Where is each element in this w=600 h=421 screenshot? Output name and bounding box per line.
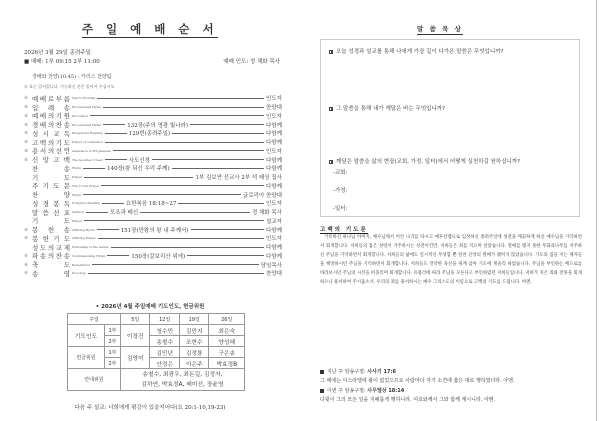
order-item-english: Call to Worship bbox=[72, 96, 96, 101]
leader-line bbox=[86, 212, 108, 213]
prayer-label: 기도인도 bbox=[68, 325, 105, 347]
order-item-name: 봉 헌 기 도 bbox=[32, 234, 70, 243]
checkbox-icon bbox=[329, 50, 333, 54]
standing-mark-icon: ※ bbox=[24, 226, 29, 233]
question-1: 오늘 성경과 설교를 통해 나에게 가장 깊이 다가온 말씀은 무엇입니까? bbox=[329, 47, 503, 55]
leader-line bbox=[178, 203, 264, 204]
service-leader: 예배 인도: 정 채화 목사 bbox=[223, 59, 280, 65]
table-cell: 안정은 bbox=[150, 358, 180, 369]
order-item bbox=[24, 199, 282, 208]
order-item bbox=[24, 112, 282, 121]
order-item-detail: 1부 김보연 선교사 2부 석 태상 집사 bbox=[195, 175, 282, 182]
order-item-person: 인도자 bbox=[266, 236, 282, 243]
field-home[interactable]: -가정: bbox=[333, 188, 348, 194]
order-item-english: Fellowship of the Saints bbox=[72, 245, 109, 250]
standing-mark-icon: ※ bbox=[24, 270, 29, 277]
usher-names-line: 송철수, 최광우, 최돈길, 김정자, bbox=[142, 371, 223, 378]
confession-text: 거룩하신 하나님 아버지, 예수님께서 어린 나귀를 타시고 예루살렘으로 입성하신 종려주일에 성전을 깨끗하게 하신 예수님을 기억하면서 회개합니다. 저희들의 몸은 성령이 거주하시는 성전이건만, 저희들은 죄를 지으며 살았습니다. 열매를 맺지 못한 무화과나무를 저주하신 주님을 기억하면서 회개합니다. 저희들의 삶에도 일시적인 무성함 뿐 알찬 신앙의 열매가 맺히지 않았습니다. 기도의 집을 지는 제자들을 책망하시던 주님을 기억하면서 회개합니다. 저희들도 연약한 육신을 핑계 삼아 기도에 게을리 하였습니다. 주님을 부인하는 베드로를 바라보시던 주님의 시선을 떠올리며 회개합니다. 유불리에 따라 주님을 모른다고 부인하였던 저희들입니다. 저희가 지은 죄와 잘못을 회개하오니 용서하여 주시옵소서. 우리의 죄를 용서하시는 예수 그리스도의 이름으로 고백의 기도를 드립니다. 아멘. bbox=[320, 235, 582, 286]
order-item-detail: 151장(만왕의 왕 내 주께서) bbox=[120, 227, 189, 234]
service-2-label: 2부 bbox=[104, 336, 120, 347]
order-item-detail: 132장(주의 영광 빛나라) bbox=[127, 122, 189, 129]
table-cell: 김영미 bbox=[120, 347, 150, 369]
standing-mark-icon: ※ bbox=[24, 104, 29, 111]
order-item-person: 찬양대 bbox=[266, 271, 282, 278]
table-cell: 청수민 bbox=[150, 325, 180, 336]
last-week-verse-label: 지난 주 암송구절: 사사기 17:6 bbox=[320, 368, 396, 375]
last-week-verse-text: 그 때에는 이스라엘에 왕이 없었으므로 사람마다 자기 소견에 옳은 대로 행하였더라. 아멘. bbox=[320, 378, 515, 384]
order-item-english: Offering Hymn bbox=[72, 227, 95, 232]
leader-line bbox=[111, 247, 265, 248]
leader-line bbox=[90, 115, 264, 116]
standing-mark-icon: ※ bbox=[24, 235, 29, 242]
order-item-person: 담임목사 bbox=[260, 262, 282, 269]
leader-line bbox=[98, 238, 264, 239]
bullet-icon bbox=[320, 370, 324, 374]
leader-line bbox=[103, 107, 264, 108]
meditation-title: 말 씀 묵 상 bbox=[417, 25, 463, 33]
table-cell: 이경건 bbox=[120, 325, 150, 347]
service-1-label: 1부 bbox=[104, 325, 120, 336]
order-item-english: Benediction bbox=[72, 262, 91, 267]
table-cell: 송철수 bbox=[150, 336, 180, 347]
order-item-english: Commissioning Hymn bbox=[72, 253, 106, 258]
order-item bbox=[24, 252, 282, 261]
leader-line bbox=[83, 194, 241, 195]
order-item-detail: 140장(왕 되신 우리 주께) bbox=[107, 166, 170, 173]
order-item-person: 다함께 bbox=[266, 140, 282, 147]
leader-line bbox=[113, 150, 264, 151]
order-item bbox=[24, 103, 282, 112]
page-edge bbox=[596, 0, 597, 421]
field-work[interactable]: -일터: bbox=[333, 206, 348, 212]
table-row bbox=[68, 347, 245, 358]
usher-names bbox=[120, 369, 244, 391]
standing-mark-icon: ※ bbox=[24, 139, 29, 146]
order-item-person: 인도자 bbox=[266, 113, 282, 120]
leader-line bbox=[97, 98, 264, 99]
order-item-person: 다함께 bbox=[266, 157, 282, 164]
bullet-icon bbox=[320, 389, 324, 393]
order-item-person: 다함께 bbox=[266, 166, 282, 173]
service-2-label: 2부 bbox=[104, 358, 120, 369]
order-item-name: 말 씀 선 포 bbox=[32, 208, 70, 217]
order-item bbox=[24, 138, 282, 147]
order-item-person: 정 채화 목사 bbox=[251, 210, 282, 217]
order-item-name: 예 배 의 기 원 bbox=[32, 112, 70, 121]
standing-mark-icon: ※ bbox=[24, 252, 29, 259]
order-item-person: 찬양대 bbox=[266, 105, 282, 112]
leader-line bbox=[88, 273, 264, 274]
order-item-english: The Lord's Prayer bbox=[72, 183, 100, 188]
leader-line bbox=[92, 264, 259, 265]
leader-line bbox=[105, 159, 127, 160]
service-date: 2026년 3월 29일 종려주일 bbox=[24, 50, 91, 56]
leader-line bbox=[84, 177, 193, 178]
order-item-person: 다함께 bbox=[266, 122, 282, 129]
order-item-english: Scripture Reading bbox=[72, 201, 100, 206]
order-item-person: 다함께 bbox=[266, 183, 282, 190]
table-header-cell: 주일 bbox=[68, 314, 121, 325]
leader-line bbox=[190, 124, 264, 125]
question-2: 그 말씀을 통해 내가 깨달은 바는 무엇입니까? bbox=[329, 104, 445, 112]
next-sermon: 다음 주 설교: 너희에게 평강이 있을지어다(요 20:1-10,19-23) bbox=[74, 405, 226, 411]
order-item-person: 설교자 bbox=[266, 218, 282, 225]
order-item-english: Responsive Reading bbox=[72, 131, 103, 136]
order-item bbox=[24, 260, 282, 269]
leader-line bbox=[103, 124, 125, 125]
order-item-english: Doxology bbox=[72, 271, 87, 276]
order-item bbox=[24, 225, 282, 234]
usher-names-line: 김하연, 박효정A, 배미선, 장윤영 bbox=[141, 381, 224, 388]
meditation-page bbox=[300, 0, 600, 421]
order-item-english: Assurance of Forgiveness bbox=[72, 148, 111, 153]
leader-line bbox=[101, 185, 264, 186]
order-item-detail: 사도신경 bbox=[128, 157, 150, 164]
table-cell: 구은송 bbox=[209, 347, 245, 358]
standing-notice: ※ 표는 일어섭니다. 가능하신 분은 일어서 주십시오. bbox=[24, 84, 116, 89]
checkbox-icon bbox=[329, 160, 333, 164]
table-header-cell: 26일 bbox=[209, 314, 245, 325]
order-item-english: Processional Hymn bbox=[72, 122, 102, 127]
order-item-name: 경 배 의 찬 송 bbox=[32, 121, 70, 130]
leader-line bbox=[84, 220, 264, 221]
order-item-english: Hymn bbox=[72, 166, 82, 171]
leader-line bbox=[105, 133, 127, 134]
leader-line bbox=[172, 168, 264, 169]
table-cell: 박효정B bbox=[209, 358, 245, 369]
order-item bbox=[24, 155, 282, 164]
standing-mark-icon: ※ bbox=[24, 147, 29, 154]
order-item-detail: 모욕과 배신 bbox=[109, 210, 139, 217]
standing-mark-icon: ※ bbox=[24, 261, 29, 268]
table-cell: 김민지 bbox=[179, 325, 209, 336]
checkbox-icon bbox=[329, 107, 333, 111]
confession-title: 고백의 기도문 bbox=[320, 227, 368, 233]
order-item-name: 봉 헌 송 bbox=[32, 226, 70, 235]
order-item-english: Prayer bbox=[72, 218, 83, 223]
leader-line bbox=[187, 255, 264, 256]
leader-line bbox=[105, 142, 264, 143]
standing-mark-icon: ※ bbox=[24, 112, 29, 119]
offering-label: 헌금위원 bbox=[68, 347, 105, 369]
order-item bbox=[24, 129, 282, 138]
order-item-name: 기 도 bbox=[32, 217, 70, 226]
field-church[interactable]: -교회: bbox=[333, 170, 348, 176]
order-item-english: Processional Hymn bbox=[72, 105, 102, 110]
leader-line bbox=[152, 159, 264, 160]
order-item bbox=[24, 94, 282, 103]
table-cell: 이은주 bbox=[179, 358, 209, 369]
order-item-person: 인도자 bbox=[266, 96, 282, 103]
table-header-cell: 19일 bbox=[179, 314, 209, 325]
order-item-detail: 요한복음 18:18~27 bbox=[125, 201, 177, 208]
standing-mark-icon: ※ bbox=[24, 130, 29, 137]
order-item bbox=[24, 164, 282, 173]
standing-mark-icon: ※ bbox=[24, 121, 29, 128]
page-title: 주 일 예 배 순 서 bbox=[81, 22, 219, 36]
order-item-english: Sermon bbox=[72, 210, 84, 215]
order-item-name: 찬 양 bbox=[32, 191, 70, 200]
order-item-name: 성 도 의 교 제 bbox=[32, 243, 70, 252]
order-item-person: 인도자 bbox=[266, 148, 282, 155]
order-item bbox=[24, 173, 282, 182]
order-item bbox=[24, 234, 282, 243]
order-item-english: Invocation bbox=[72, 113, 88, 118]
standing-mark-icon: ※ bbox=[24, 156, 29, 163]
table-header-cell: 12일 bbox=[150, 314, 180, 325]
order-item-person: 다함께 bbox=[266, 245, 282, 252]
order-item-english: Prayer bbox=[72, 175, 83, 180]
order-item bbox=[24, 147, 282, 156]
meditation-box bbox=[320, 39, 580, 217]
order-item-english: Prayer of confession bbox=[72, 140, 104, 145]
order-item-name: 축 도 bbox=[32, 261, 70, 270]
table-cell: 양성혜 bbox=[209, 336, 245, 347]
table-cell: 최은숙 bbox=[209, 325, 245, 336]
order-item bbox=[24, 182, 282, 191]
order-item-name: 용 서 의 선 언 bbox=[32, 147, 70, 156]
order-item bbox=[24, 190, 282, 199]
leader-line bbox=[97, 229, 119, 230]
schedule-table bbox=[67, 313, 245, 391]
praise-team: 경배와 찬양(10:45) : 카리스 찬양팀 bbox=[32, 74, 112, 80]
table-row bbox=[68, 325, 245, 336]
leader-line bbox=[107, 255, 129, 256]
order-item bbox=[24, 243, 282, 252]
table-cell: 조현수 bbox=[179, 336, 209, 347]
order-item bbox=[24, 208, 282, 217]
this-week-verse-text: 다윗이 그의 모든 일을 지혜롭게 행하니라. 여호와께서 그와 함께 계시니라. 아멘. bbox=[320, 397, 496, 403]
order-item-name: 성 시 교 독 bbox=[32, 129, 70, 138]
leader-line bbox=[83, 168, 105, 169]
order-item-name: 찬 송 bbox=[32, 164, 70, 173]
table-row bbox=[68, 369, 245, 391]
order-item bbox=[24, 269, 282, 278]
order-item-name: 파 송 의 찬 송 bbox=[32, 252, 70, 261]
service-times: ■ 예배: 1부 09:15 2부 11:00 bbox=[24, 59, 100, 65]
order-item-person: 글로리아 찬양대 bbox=[243, 192, 282, 199]
order-item-person: 다함께 bbox=[266, 253, 282, 260]
table-cell: 김정룡 bbox=[179, 347, 209, 358]
order-item-person: 다함께 bbox=[266, 131, 282, 138]
order-item-person: 인도자 bbox=[266, 201, 282, 208]
order-item-name: 입 례 송 bbox=[32, 103, 70, 112]
order-item-name: 주 기 도 문 bbox=[32, 182, 70, 191]
order-item-detail: 150장(갈보리산 위에) bbox=[131, 253, 186, 260]
leader-line bbox=[140, 212, 250, 213]
order-item-english: The Apostles' Creed bbox=[72, 157, 103, 162]
order-item-name: 성 경 봉 독 bbox=[32, 199, 70, 208]
standing-mark-icon: ※ bbox=[24, 95, 29, 102]
order-of-service bbox=[24, 94, 282, 278]
service-1-label: 1부 bbox=[104, 347, 120, 358]
order-item bbox=[24, 217, 282, 226]
order-item-english: Offering Prayer bbox=[72, 236, 96, 241]
question-3: 깨달은 말씀을 삶의 현장(교회, 가정, 일터)에서 어떻게 실천하길 원하십니까? bbox=[329, 157, 520, 165]
table-cell: 김민년 bbox=[150, 347, 180, 358]
this-week-verse-label: 이번 주 암송구절: 사무엘상 18:14 bbox=[320, 387, 404, 394]
order-item-name: 송 영 bbox=[32, 269, 70, 278]
order-item-name: 예 배 로 부 름 bbox=[32, 94, 70, 103]
schedule-title: • 2026년 4월 주일예배 기도인도, 헌금위원 bbox=[95, 304, 205, 310]
order-item-english: Hymn bbox=[72, 192, 82, 197]
table-header-cell: 5일 bbox=[120, 314, 150, 325]
order-item-name: 신 앙 고 백 bbox=[32, 156, 70, 165]
order-item bbox=[24, 120, 282, 129]
order-item-name: 기 도 bbox=[32, 173, 70, 182]
table-header-row bbox=[68, 314, 245, 325]
order-item-detail: 129번(종려주일) bbox=[128, 131, 171, 138]
leader-line bbox=[191, 229, 265, 230]
order-item-person: 다함께 bbox=[266, 227, 282, 234]
leader-line bbox=[172, 133, 264, 134]
usher-label: 안내위원 bbox=[68, 369, 121, 391]
order-item-name: 고 백 의 기 도 bbox=[32, 138, 70, 147]
leader-line bbox=[102, 203, 124, 204]
